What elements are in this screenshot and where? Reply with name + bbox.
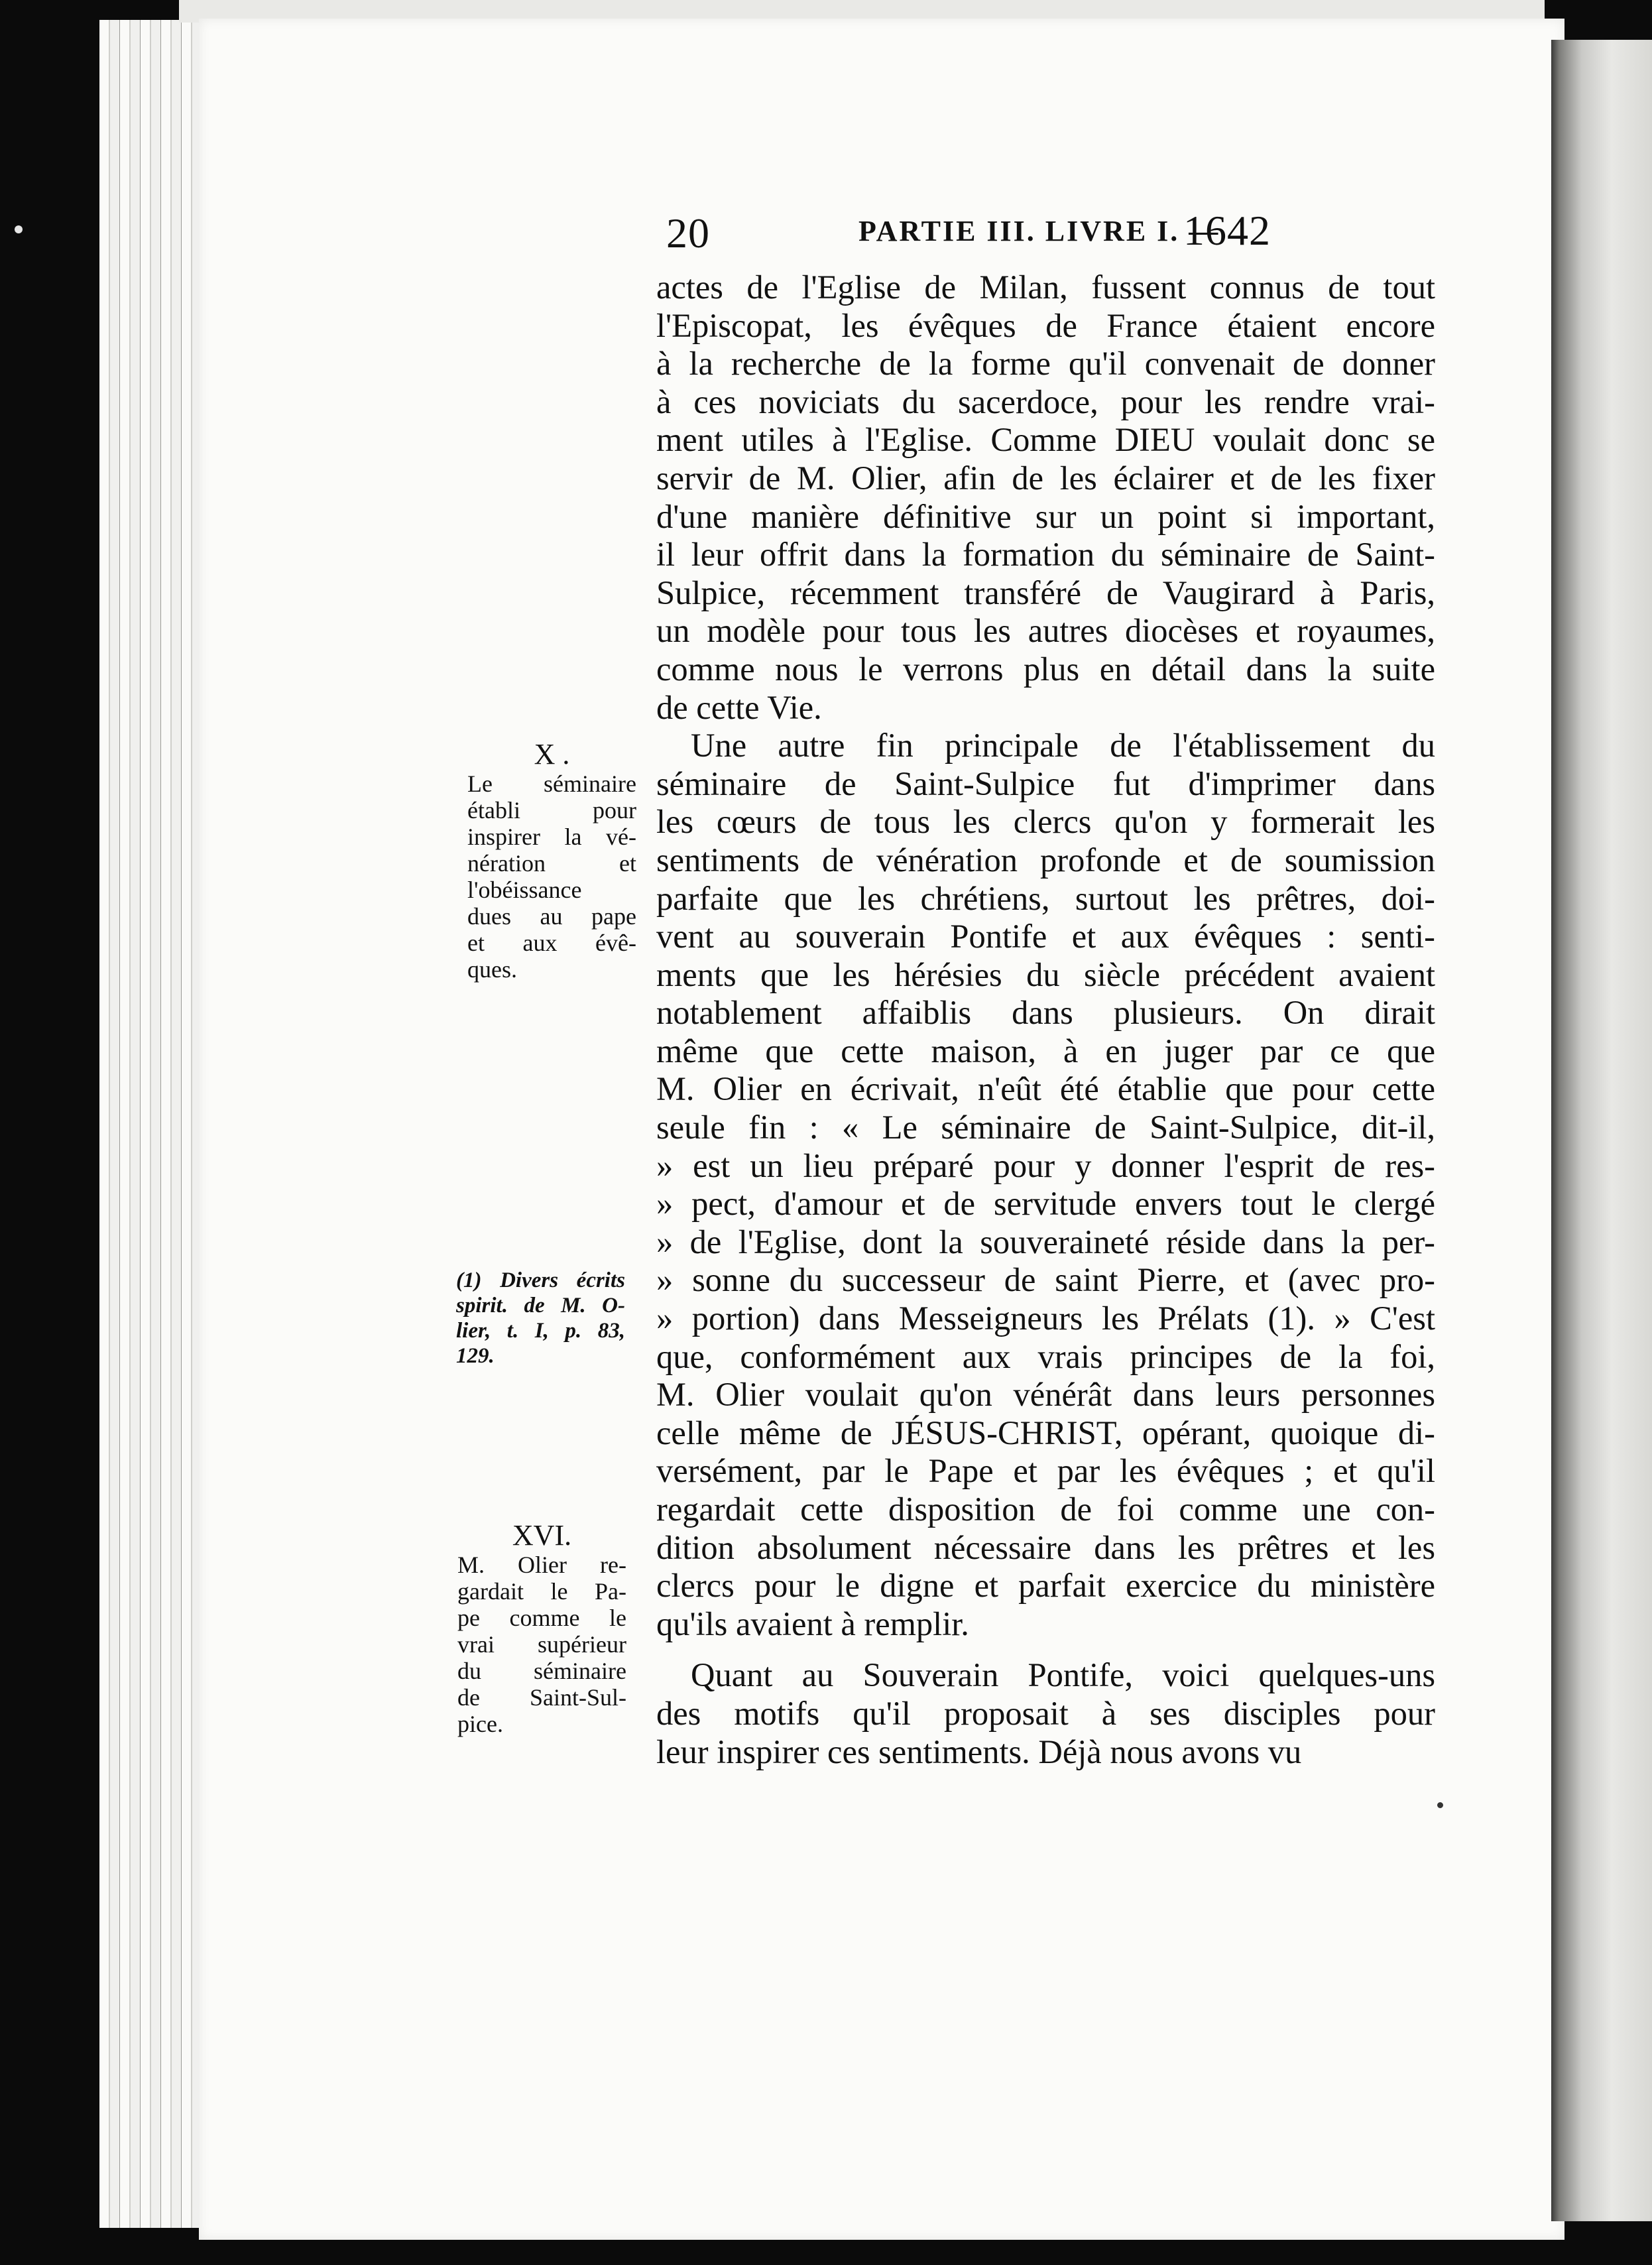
- margin-note-line: pice.: [457, 1711, 503, 1737]
- text-line: même que cette maison, à en juger par ce que: [656, 1032, 1435, 1070]
- margin-note-line: dues au pape: [467, 903, 636, 930]
- text-line: actes de l'Eglise de Milan, fussent connus de tout: [656, 269, 1435, 306]
- text-line: M. Olier voulait qu'on vénérât dans leurs personnes: [656, 1376, 1435, 1414]
- margin-note-line: spirit. de M. O-: [456, 1294, 625, 1317]
- text-line: d'une manière définitive sur un point si important,: [656, 497, 1435, 535]
- margin-note-line: Le séminaire: [467, 770, 636, 797]
- margin-note-text: [457, 1552, 626, 1737]
- margin-note-x: [467, 738, 636, 983]
- text-line: regardait cette disposition de foi comme une con-: [656, 1491, 1435, 1528]
- text-line: il leur offrit dans la formation du séminaire de Saint-: [656, 536, 1435, 574]
- text-line: notablement affaiblis dans plusieurs. On dirait: [656, 994, 1435, 1032]
- margin-note-line: inspirer la vé-: [467, 824, 636, 850]
- margin-note-line: l'obéissance: [467, 877, 582, 903]
- text-line: clercs pour le digne et parfait exercice du ministère: [656, 1567, 1435, 1605]
- header-year: 1642: [1183, 207, 1271, 254]
- margin-note-line: vrai supérieur: [457, 1631, 626, 1658]
- text-line: Une autre fin principale de l'établissement du: [691, 727, 1435, 765]
- margin-note-line: lier, t. I, p. 83,: [456, 1319, 625, 1343]
- text-line: parfaite que les chrétiens, surtout les prêtres, doi-: [656, 879, 1435, 917]
- margin-note-line: ques.: [467, 956, 517, 983]
- text-line: séminaire de Saint-Sulpice fut d'imprimer dans: [656, 765, 1435, 802]
- footnote-text: [456, 1268, 625, 1369]
- text-line: M. Olier en écrivait, n'eût été établie que pour cette: [656, 1070, 1435, 1108]
- text-line: » portion) dans Messeigneurs les Prélats (1). » C'est: [656, 1300, 1435, 1337]
- text-line: de cette Vie.: [656, 688, 822, 726]
- text-line: à la recherche de la forme qu'il convenait de donner: [656, 345, 1435, 383]
- margin-note-line: nération et: [467, 850, 636, 877]
- binding-shadow: [1551, 40, 1652, 2221]
- text-line: celle même de JÉSUS-CHRIST, opérant, quoique di-: [656, 1414, 1435, 1451]
- margin-note-number: X .: [534, 738, 570, 770]
- text-line: un modèle pour tous les autres diocèses et royaumes,: [656, 612, 1435, 650]
- footnote-reference: [456, 1268, 625, 1369]
- text-line: des motifs qu'il proposait à ses disciples pour: [656, 1694, 1435, 1732]
- text-line: servir de M. Olier, afin de les éclairer et de les fixer: [656, 459, 1435, 497]
- margin-note-number: XVI.: [512, 1519, 572, 1552]
- main-text-block: [656, 269, 1435, 1771]
- margin-note-line: M. Olier re-: [457, 1552, 626, 1578]
- text-line: vent au souverain Pontife et aux évêques : senti-: [656, 918, 1435, 955]
- margin-note-xvi: [457, 1519, 626, 1737]
- text-line: à ces noviciats du sacerdoce, pour les rendre vrai-: [656, 383, 1435, 420]
- text-line: Quant au Souverain Pontife, voici quelques-uns: [691, 1656, 1435, 1694]
- text-line: sentiments de vénération profonde et de soumission: [656, 841, 1435, 879]
- page-number: 20: [666, 210, 710, 257]
- scan-speck: [1437, 1802, 1443, 1808]
- margin-note-text: [467, 770, 636, 983]
- margin-note-line: (1) Divers écrits: [456, 1268, 625, 1292]
- text-line: » sonne du successeur de saint Pierre, et (avec pro-: [656, 1261, 1435, 1299]
- margin-note-line: gardait le Pa-: [457, 1578, 626, 1605]
- margin-note-line: du séminaire: [457, 1658, 626, 1684]
- text-line: » pect, d'amour et de servitude envers tout le clergé: [656, 1185, 1435, 1223]
- text-line: les cœurs de tous les clercs qu'on y formerait les: [656, 803, 1435, 841]
- margin-note-line: 129.: [456, 1344, 495, 1368]
- scan-speck: [15, 225, 23, 233]
- text-line: comme nous le verrons plus en détail dans la suite: [656, 650, 1435, 688]
- text-line: leur inspirer ces sentiments. Déjà nous avons vu: [656, 1733, 1302, 1770]
- book-page-edges: [99, 20, 206, 2228]
- text-line: seule fin : « Le séminaire de Saint-Sulpice, dit-il,: [656, 1109, 1435, 1146]
- text-line: l'Episcopat, les évêques de France étaient encore: [656, 306, 1435, 344]
- margin-note-line: de Saint-Sul-: [457, 1684, 626, 1711]
- running-title: PARTIE III. LIVRE I. —: [858, 215, 1220, 247]
- text-line: ments que les hérésies du siècle précédent avaient: [656, 955, 1435, 993]
- text-line: qu'ils avaient à remplir.: [656, 1605, 969, 1642]
- text-line: Sulpice, récemment transféré de Vaugirard à Paris,: [656, 574, 1435, 611]
- text-line: versément, par le Pape et par les évêques ; et qu'il: [656, 1452, 1435, 1490]
- margin-note-line: pe comme le: [457, 1605, 626, 1631]
- margin-note-line: et aux évê-: [467, 930, 636, 956]
- text-line: » est un lieu préparé pour y donner l'esprit de res-: [656, 1146, 1435, 1184]
- text-line: ment utiles à l'Eglise. Comme DIEU voulait donc se: [656, 421, 1435, 459]
- margin-note-line: établi pour: [467, 797, 636, 824]
- text-line: que, conformément aux vrais principes de la foi,: [656, 1337, 1435, 1375]
- text-line: dition absolument nécessaire dans les prêtres et les: [656, 1528, 1435, 1566]
- text-line: » de l'Eglise, dont la souveraineté réside dans la per-: [656, 1223, 1435, 1260]
